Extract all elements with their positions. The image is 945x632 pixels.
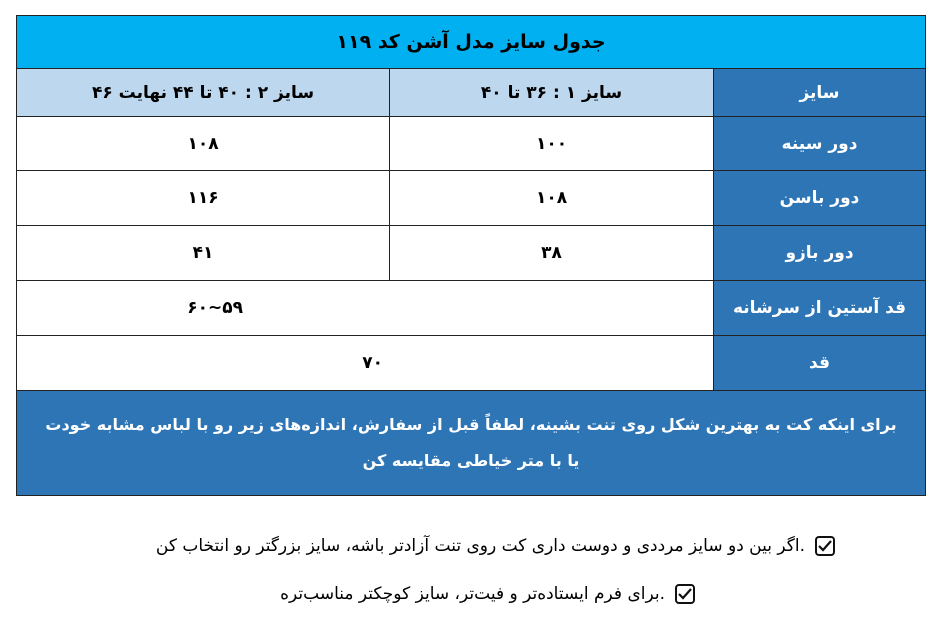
row-label: دور بازو — [713, 226, 925, 280]
row-label: دور باسن — [713, 171, 925, 225]
row-value-size-2: ۱۰۸ — [187, 133, 219, 154]
header-size-1: سایز ۱ : ۳۶ تا ۴۰ — [389, 69, 713, 116]
tip-item — [156, 536, 835, 556]
row-value-merged: ۵۹~۶۰ — [187, 298, 243, 318]
checkbox-checked-icon — [675, 584, 695, 604]
table-header-row — [17, 69, 925, 117]
row-value-size-1: ۳۸ — [389, 226, 713, 280]
checkbox-checked-icon — [815, 536, 835, 556]
row-value-size-2: ۱۱۶ — [187, 188, 219, 208]
tip-text: .اگر بین دو سایز مرددی و دوست داری کت روی تنت آزادتر باشه، سایز بزرگتر رو انتخاب کن — [155, 536, 805, 556]
measurement-note: برای اینکه کت به بهترین شکل روی تنت بشینه، لطفاً قبل از سفارش، اندازه‌های زیر رو با لباس مشابه خودت یا با متر خیاطی مقایسه کن — [17, 391, 925, 495]
tip-item — [280, 584, 695, 604]
header-label: سایز — [713, 69, 925, 116]
row-value-size-1: ۱۰۸ — [389, 171, 713, 225]
header-size-2: سایز ۲ : ۴۰ تا ۴۴ نهایت ۴۶ — [17, 69, 389, 116]
row-value-size-1: ۱۰۰ — [389, 117, 713, 170]
table-title: جدول سایز مدل آشن کد ۱۱۹ — [17, 16, 925, 69]
table-row — [17, 117, 925, 171]
table-row — [17, 281, 925, 336]
row-value-merged: ۷۰ — [362, 353, 383, 373]
table-row — [17, 226, 925, 281]
row-value-size-2: ۴۱ — [192, 243, 214, 263]
tip-text: .برای فرم ایستاده‌تر و فیت‌تر، سایز کوچکتر مناسب‌تره — [280, 584, 665, 604]
row-label: قد — [713, 336, 925, 390]
row-label: دور سینه — [713, 117, 925, 170]
table-row — [17, 336, 925, 391]
row-label: قد آستین از سرشانه — [713, 281, 925, 335]
size-table — [16, 15, 926, 496]
table-row — [17, 171, 925, 226]
